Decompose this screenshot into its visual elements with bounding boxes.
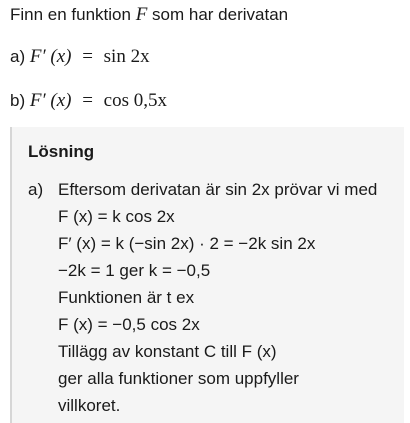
- part-a-equals: =: [82, 46, 93, 67]
- solution-part-label: a): [28, 180, 44, 199]
- part-b-lhs: F′ (x): [29, 90, 72, 111]
- problem-intro-variable: F: [135, 4, 148, 25]
- solution-line-3: F′ (x) = k (−sin 2x) · 2 = −2k sin 2x: [58, 234, 316, 253]
- problem-part-b: [10, 90, 167, 112]
- solution-box: [10, 127, 404, 423]
- solution-line-2: F (x) = k cos 2x: [58, 207, 175, 226]
- part-b-rhs: cos 0,5x: [103, 90, 167, 111]
- problem-part-a: [10, 46, 150, 68]
- part-a-label: a): [10, 47, 26, 66]
- solution-line-9: villkoret.: [58, 396, 121, 415]
- part-b-label: b): [10, 91, 26, 110]
- solution-line-1: Eftersom derivatan är sin 2x prövar vi med: [58, 180, 378, 199]
- part-a-rhs: sin 2x: [103, 46, 150, 67]
- solution-line-4: −2k = 1 ger k = −0,5: [58, 261, 211, 280]
- solution-line-8: ger alla funktioner som uppfyller: [58, 369, 299, 388]
- solution-line-6: F (x) = −0,5 cos 2x: [58, 315, 200, 334]
- problem-intro-suffix: som har derivatan: [152, 5, 289, 24]
- solution-line-5: Funktionen är t ex: [58, 288, 195, 307]
- solution-heading: Lösning: [28, 142, 95, 161]
- solution-line-7: Tillägg av konstant C till F (x): [58, 342, 277, 361]
- part-b-equals: =: [82, 90, 93, 111]
- part-a-lhs: F′ (x): [29, 46, 72, 67]
- problem-intro: [10, 4, 288, 26]
- problem-intro-prefix: Finn en funktion: [10, 5, 131, 24]
